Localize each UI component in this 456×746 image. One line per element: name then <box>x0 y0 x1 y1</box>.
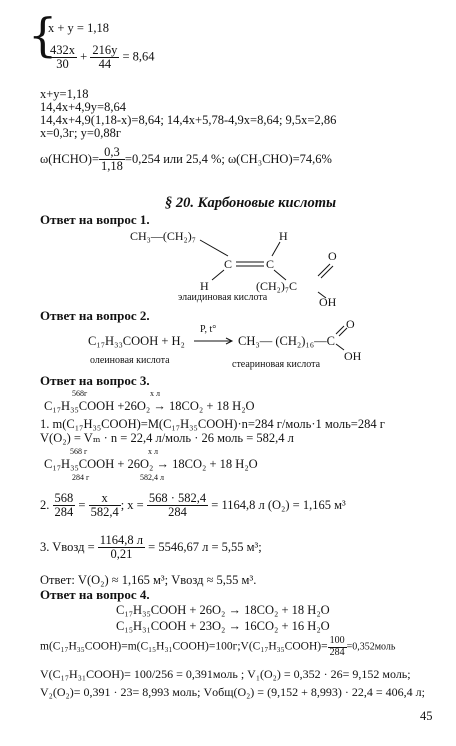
q1-o: O <box>328 249 337 263</box>
section-title: § 20. Карбоновые кислоты <box>165 195 337 211</box>
q1-h2: H <box>200 279 209 293</box>
q2-left: C₁₇H₃₃COOH + H₂ <box>88 334 185 348</box>
q3-heading: Ответ на вопрос 3. <box>40 373 150 388</box>
q1-oh: OH <box>319 295 337 306</box>
system-brace: { <box>28 8 58 62</box>
q2-carboxyl <box>332 318 372 362</box>
q3-b-bot1: 284 г <box>72 473 90 482</box>
q3-a-xl: х л <box>150 389 160 398</box>
q4-heading: Ответ на вопрос 4. <box>40 587 150 602</box>
q4-v-line-1: V(C₁₇H₃₁COOH)= 100/256 = 0,391моль ; V₁(O₂) = 0,352 · 26= 9,152 моль; <box>40 667 411 681</box>
q2-left-caption: олеиновая кислота <box>90 355 170 366</box>
system-eq1: x + y = 1,18 <box>48 21 109 35</box>
q3-line-1: 1. m(C₁₇H₃₅COOH)=M(C₁₇H₃₅COOH)·n=284 г/моль·1 моль=284 г <box>40 417 385 431</box>
page-number: 45 <box>420 709 433 723</box>
q3-eq-a: C₁₇H₃₅COOH +26O₂ → 18CO₂ + 18 H₂O <box>44 399 255 413</box>
calc-line-1: x+y=1,18 <box>40 87 89 101</box>
q2-condition: P, t° <box>200 324 217 335</box>
q2-right: CH₃— (CH₂)₁₆—C <box>238 334 335 348</box>
q2-heading: Ответ на вопрос 2. <box>40 308 150 323</box>
q3-line-2: V(O₂) = Vₘ · n = 22,4 л/моль · 26 моль = 582,4 л <box>40 431 294 445</box>
q1-c2: C <box>266 257 275 271</box>
omega-line: ω(HCHO)= $\frac{0,3}{1,18}$ =0,254 или 25,4 %; ω(CH₃CHO)=74,6% <box>40 145 332 174</box>
q3-b-top1: 568 г <box>70 447 88 456</box>
calc-line-4: x=0,3г; y=0,88г <box>40 126 121 140</box>
q3-answer: Ответ: V(O₂) ≈ 1,165 м³; Vвозд ≈ 5,55 м³. <box>40 573 257 587</box>
q4-m-line: m(C₁₇H₃₅COOH)=m(C₁₅H₃₁COOH)=100г;V(C₁₇H₃₅COOH)= $\frac{100}{284}$ =0,352моль <box>40 635 396 658</box>
q4-v-line-2: V₂(O₂)= 0,391 · 23= 8,993 моль; Vобщ(O₂) = (9,152 + 8,993) · 22,4 = 406,4 л; <box>40 685 425 699</box>
q4-eq-2: C₁₅H₃₁COOH + 23O₂ → 16CO₂ + 16 H₂O <box>116 619 330 633</box>
q2-o: O <box>346 318 355 331</box>
q1-caption: элаидиновая кислота <box>178 292 268 303</box>
calc-line-2: 14,4x+4,9y=8,64 <box>40 100 126 114</box>
q3-b-bot2: 582,4 л <box>140 473 164 482</box>
system-eq2: $\frac{432x}{30}$ + $\frac{216y}{44}$ = 8,64 <box>50 43 155 72</box>
q2-oh: OH <box>344 349 362 362</box>
q2-right-caption: стеариновая кислота <box>232 359 321 370</box>
q1-heading: Ответ на вопрос 1. <box>40 212 150 227</box>
q1-ch2-7: (CH₂)₇C <box>256 279 298 293</box>
calc-line-3: 14,4x+4,9(1,18-x)=8,64; 14,4x+5,78-4,9x=8,64; 9,5x=2,86 <box>40 113 337 127</box>
q3-a-mass: 568г <box>72 389 88 398</box>
q1-h1: H <box>279 229 288 243</box>
q1-c1: C <box>224 257 233 271</box>
q3-step-3: 3. Vвозд = $\frac{1164,8 л}{0,21}$ = 5546,67 л = 5,55 м³; <box>40 533 262 562</box>
q4-eq-1: C₁₇H₃₅COOH + 26O₂ → 18CO₂ + 18 H₂O <box>116 603 330 617</box>
q2-arrow <box>194 336 234 346</box>
q3-b-top2: х л <box>148 447 158 456</box>
q3-eq-b: C₁₇H₃₅COOH + 26O₂ → 18CO₂ + 18 H₂O <box>44 457 258 471</box>
q3-step-2: 2. $\frac{568}{284}$ = $\frac{x}{582,4}$ ; x = $\frac{568 \cdot 582,4}{284}$ = 1164,8 л (O₂) = 1,165 м³ <box>40 491 346 520</box>
q1-ch3: CH₃—(CH₂)₇ <box>130 229 196 243</box>
